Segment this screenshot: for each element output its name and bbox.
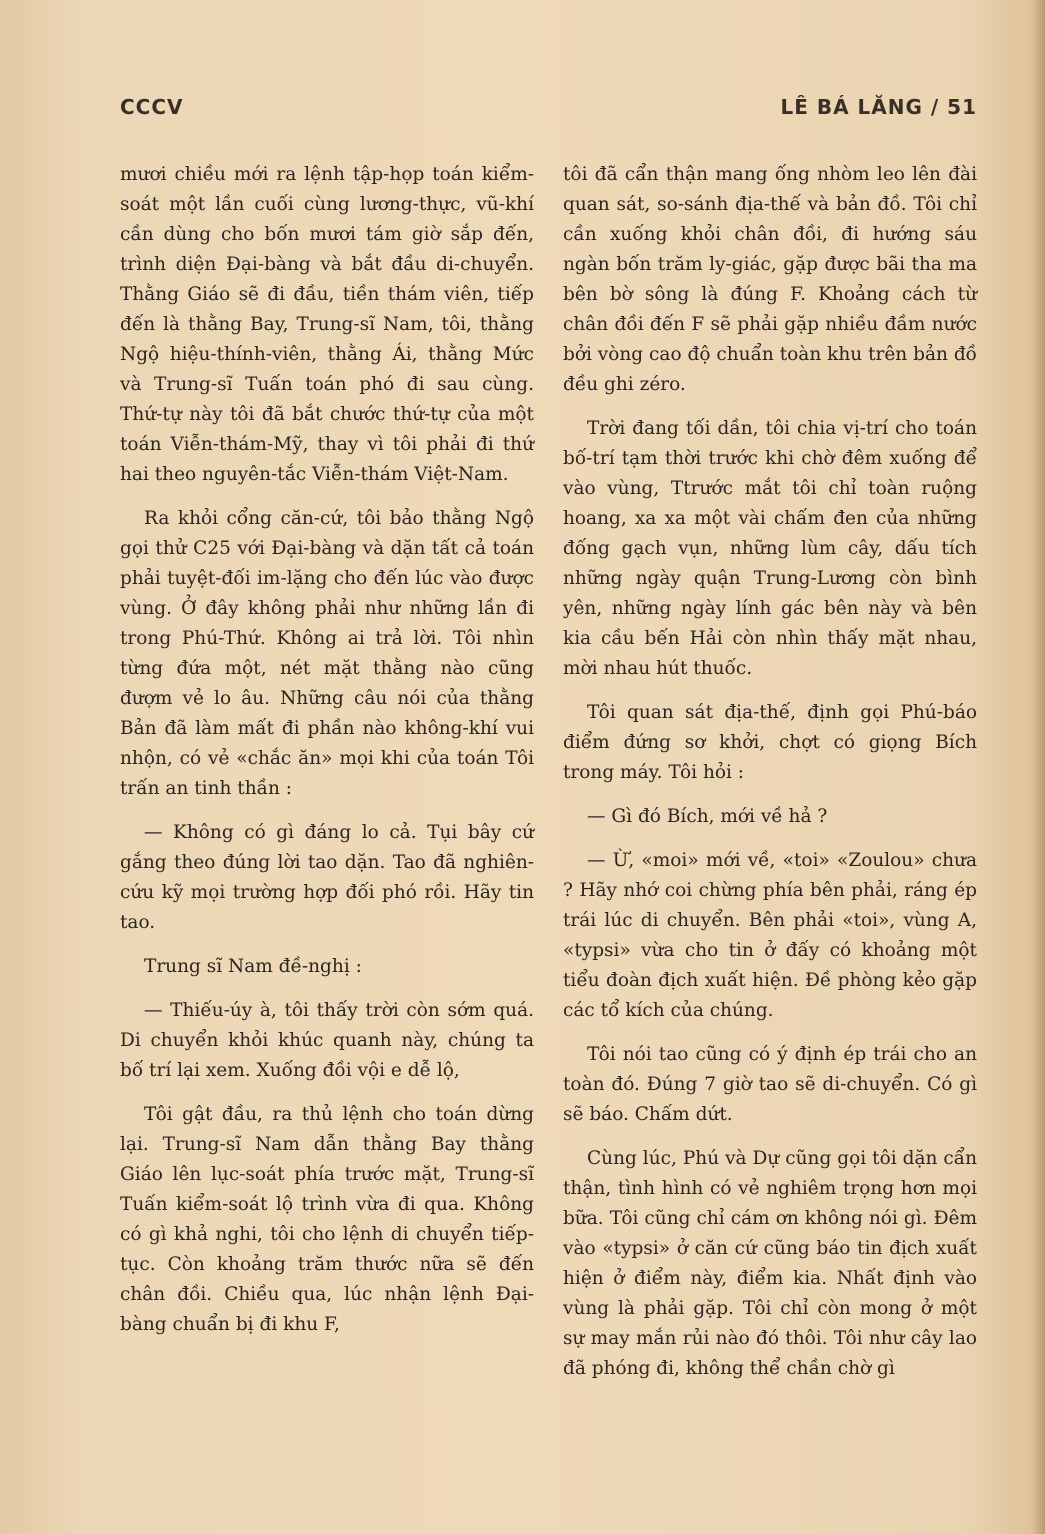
paragraph: tôi đã cẩn thận mang ống nhòm leo lên đài quan sát, so-sánh địa-thế và bản đồ. Tôi chỉ cần xuống khỏi chân đồi, đi hướng sáu ngàn bốn trăm ly-giác, gặp được bãi tha ma bên bờ sông là đúng F. Khoảng cách từ chân đồi đến F sẽ phải gặp nhiều đầm nước bởi vòng cao độ chuẩn toàn khu trên bản đồ đều ghi zéro.	[563, 164, 977, 395]
paragraph: Tôi gật đầu, ra thủ lệnh cho toán dừng lại. Trung-sĩ Nam dẫn thằng Bay thằng Giáo lên lục-soát phía trước mặt, Trung-sĩ Tuấn kiểm-soát lộ trình vừa đi qua. Không có gì khả nghi, tôi cho lệnh di chuyển tiếp-tục. Còn khoảng trăm thước nữa sẽ đến chân đồi. Chiều qua, lúc nhận lệnh Đại-bàng chuẩn bị đi khu F,	[120, 1104, 534, 1335]
left-column	[120, 160, 534, 1354]
running-header: LÊ BÁ LĂNG / 51	[780, 95, 977, 119]
dialogue-line: — Ừ, «moi» mới về, «toi» «Zoulou» chưa ? Hãy nhớ coi chừng phía bên phải, ráng ép trái lúc di chuyển. Bên phải «toi», vùng A, «typsi» vừa cho tin ở đấy có khoảng một tiểu đoàn địch xuất hiện. Đề phòng kẻo gặp các tổ kích của chúng.	[563, 850, 977, 1021]
dialogue-line: — Gì đó Bích, mới về hả ?	[587, 806, 828, 827]
paragraph: Ra khỏi cổng căn-cứ, tôi bảo thằng Ngộ gọi thử C25 với Đại-bàng và dặn tất cả toán phải tuyệt-đối im-lặng cho đến lúc vào được vùng. Ở đây không phải như những lần đi trong Phú-Thứ. Không ai trả lời. Tôi nhìn từng đứa một, nét mặt thằng nào cũng đượm vẻ lo âu. Những câu nói của thằng Bản đã làm mất đi phần nào không-khí vui nhộn, có vẻ «chắc ăn» mọi khi của toán Tôi trấn an tinh thần :	[120, 508, 534, 799]
paragraph: mươi chiều mới ra lệnh tập-họp toán kiểm-soát một lần cuối cùng lương-thực, vũ-khí cần dùng cho bốn mươi tám giờ sắp đến, trình diện Đại-bàng và bắt đầu di-chuyển. Thằng Giáo sẽ đi đầu, tiền thám viên, tiếp đến là thằng Bay, Trung-sĩ Nam, tôi, thằng Ngộ hiệu-thính-viên, thằng Ái, thằng Mức và Trung-sĩ Tuấn toán phó đi sau cùng. Thứ-tự này tôi đã bắt chước thứ-tự của một toán Viễn-thám-Mỹ, thay vì tôi phải đi thứ hai theo nguyên-tắc Viễn-thám Việt-Nam.	[120, 164, 534, 485]
paragraph: Tôi nói tao cũng có ý định ép trái cho an toàn đó. Đúng 7 giờ tao sẽ di-chuyển. Có gì sẽ báo. Chấm dứt.	[563, 1044, 977, 1125]
paragraph: Tôi quan sát địa-thế, định gọi Phú-báo điểm đứng sơ khởi, chợt có giọng Bích trong máy. Tôi hỏi :	[563, 702, 977, 783]
paragraph: Cùng lúc, Phú và Dự cũng gọi tôi dặn cẩn thận, tình hình có vẻ nghiêm trọng hơn mọi bữa. Tôi cũng chỉ cám ơn không nói gì. Đêm vào «typsi» ở căn cứ cũng báo tin địch xuất hiện ở điểm này, điểm kia. Nhất định vào vùng là phải gặp. Tôi chỉ còn mong ở một sự may mắn rủi nào đó thôi. Tôi như cây lao đã phóng đi, không thể chần chờ gì	[563, 1148, 977, 1379]
paragraph: Trung sĩ Nam đề-nghị :	[144, 956, 362, 977]
right-column	[563, 160, 977, 1398]
dialogue-line: — Thiếu-úy à, tôi thấy trời còn sớm quá. Di chuyển khỏi khúc quanh này, chúng ta bố trí lại xem. Xuống đồi vội e dễ lộ,	[120, 1000, 534, 1081]
paragraph: Trời đang tối dần, tôi chia vị-trí cho toán bố-trí tạm thời trước khi chờ đêm xuống để vào vùng, Ttrước mắt tôi chỉ toàn ruộng hoang, xa xa một vài chấm đen của những đống gạch vụn, những lùm cây, dấu tích những ngày quận Trung-Lương còn bình yên, những ngày lính gác bên này và bên kia cầu bến Hải còn nhìn thấy mặt nhau, mời nhau hút thuốc.	[563, 418, 977, 679]
page-edge-shadow	[1031, 0, 1045, 1534]
dialogue-line: — Không có gì đáng lo cả. Tụi bây cứ gắng theo đúng lời tao dặn. Tao đã nghiên-cứu kỹ mọi trường hợp đối phó rồi. Hãy tin tao.	[120, 822, 534, 933]
page-section-number: CCCV	[120, 95, 184, 119]
